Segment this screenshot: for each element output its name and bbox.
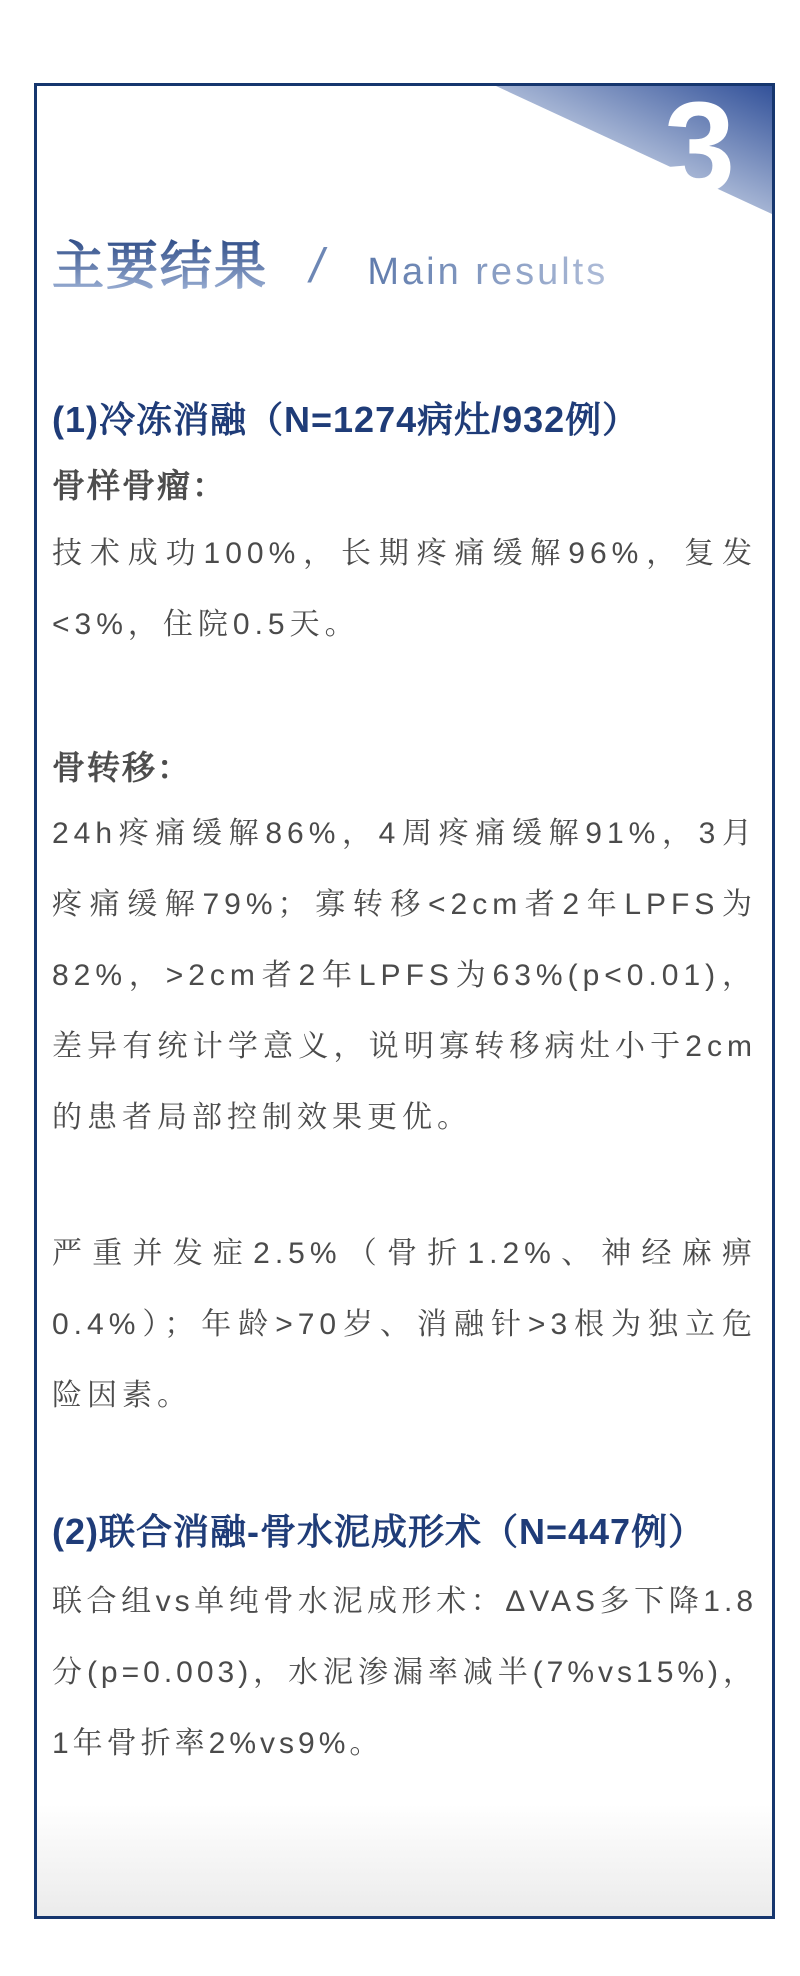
bottom-gradient xyxy=(37,1804,772,1916)
section-2-heading: (2)联合消融-骨水泥成形术（N=447例） xyxy=(52,1511,706,1552)
page-title xyxy=(52,224,608,299)
section-1-heading: (1)冷冻消融（N=1274病灶/932例） xyxy=(52,399,640,440)
title-english: Main results xyxy=(367,251,609,293)
section-1-complications-text: 严重并发症2.5%（骨折1.2%、神经麻痹0.4%）；年龄>70岁、消融针>3根为独立危险因素。 xyxy=(52,1237,757,1412)
section-1-bone-metastasis-text: 24h疼痛缓解86%，4周疼痛缓解91%，3月疼痛缓解79%；寡转移<2cm者2年LPFS为82%，>2cm者2年LPFS为63%(p<0.01)，差异有统计学意义，说明寡转移病灶小于2cm的患者局部控制效果更优。 xyxy=(52,817,757,1134)
section-1-subheading-bone-metastasis: 骨转移： xyxy=(52,749,192,786)
title-divider-slash: / xyxy=(310,240,324,293)
section-1-subheading-osteoid-osteoma: 骨样骨瘤： xyxy=(52,467,227,504)
results-card xyxy=(34,83,775,1919)
page-number-badge: 3 xyxy=(663,83,735,219)
section-1-osteoid-osteoma-text: 技术成功100%，长期疼痛缓解96%，复发<3%，住院0.5天。 xyxy=(52,537,757,641)
title-chinese: 主要结果 xyxy=(52,224,268,299)
section-2-combined-ablation-text: 联合组vs单纯骨水泥成形术：ΔVAS多下降1.8分(p=0.003)，水泥渗漏率减半(7%vs15%)，1年骨折率2%vs9%。 xyxy=(52,1585,757,1760)
